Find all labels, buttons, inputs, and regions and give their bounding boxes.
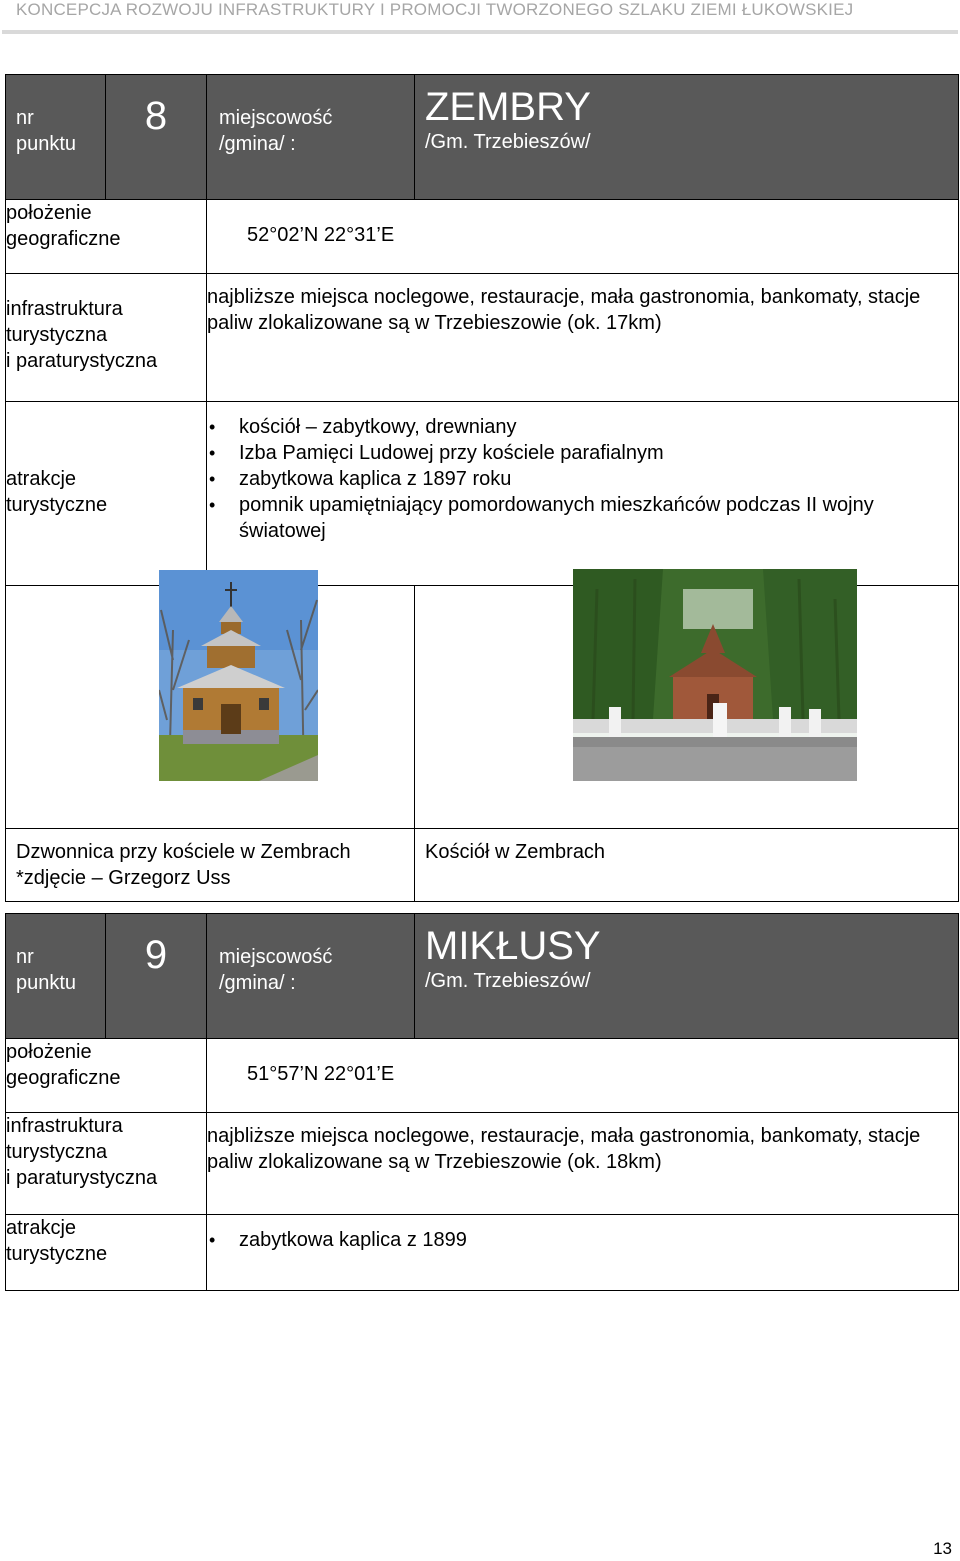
- infrastructure-row: [6, 1113, 959, 1215]
- label-line: geograficzne: [6, 228, 121, 250]
- entry-header: [6, 914, 959, 1039]
- document-title: KONCEPCJA ROZWOJU INFRASTRUKTURY I PROMOCJI TWORZONEGO SZLAKU ZIEMI ŁUKOWSKIEJ: [16, 0, 854, 19]
- attractions-row: [6, 402, 959, 586]
- label-line: /gmina/ :: [219, 133, 296, 155]
- infrastructure-label: [6, 274, 207, 402]
- header-rule: [2, 30, 958, 34]
- attractions-list: [207, 1215, 959, 1291]
- attractions-row: [6, 1215, 959, 1291]
- label-line: i paraturystyczna: [6, 1167, 158, 1189]
- caption-church: [415, 829, 959, 902]
- label-line: położenie: [6, 202, 92, 224]
- label-line: /gmina/ :: [219, 972, 296, 994]
- wooden-church-photo: [573, 569, 857, 781]
- entry-header: [6, 75, 959, 200]
- label-line: infrastruktura: [6, 298, 123, 320]
- gmina-name: /Gm. Trzebieszów/: [425, 970, 591, 992]
- label-line: położenie: [6, 1041, 92, 1063]
- label-line: geograficzne: [6, 1067, 121, 1089]
- infrastructure-text: najbliższe miejsca noclegowe, restauracje, mała gastronomia, bankomaty, stacje paliw zlokalizowane są w Trzebieszowie (ok. 17km): [207, 274, 959, 402]
- place-name: ZEMBRY: [425, 85, 591, 129]
- attractions-label: [6, 1215, 207, 1291]
- place-name: MIKŁUSY: [425, 924, 601, 968]
- point-number: 8: [106, 75, 207, 200]
- infrastructure-row: [6, 274, 959, 402]
- point-number: 9: [106, 914, 207, 1039]
- label-line: punktu: [16, 972, 77, 994]
- label-line: infrastruktura: [6, 1115, 123, 1137]
- label-line: turystyczna: [6, 1141, 108, 1163]
- caption-line: Dzwonnica przy kościele w Zembrach: [16, 841, 351, 863]
- infrastructure-label: [6, 1113, 207, 1215]
- caption-belfry: [6, 829, 415, 902]
- attraction-item: • Izba Pamięci Ludowej przy kościele parafialnym: [229, 440, 958, 466]
- location-label: [6, 200, 207, 274]
- page-header: [0, 0, 960, 34]
- label-line: miejscowość: [219, 946, 333, 968]
- label-line: atrakcje: [6, 468, 77, 490]
- wooden-belfry-photo: [159, 570, 318, 781]
- label-line: turystyczne: [6, 494, 108, 516]
- miejscowosc-label: [207, 914, 415, 1039]
- attractions-label: [6, 402, 207, 586]
- gmina-name: /Gm. Trzebieszów/: [425, 131, 591, 153]
- label-line: i paraturystyczna: [6, 350, 158, 372]
- label-line: atrakcje: [6, 1217, 77, 1239]
- label-line: nr: [16, 946, 34, 968]
- captions-row: [6, 829, 959, 902]
- attraction-item: • zabytkowa kaplica z 1899: [229, 1227, 958, 1253]
- miejscowosc-label: [207, 75, 415, 200]
- entry-table-9: [5, 913, 959, 1291]
- coordinates: 51°57’N 22°01’E: [207, 1039, 959, 1113]
- coordinates: 52°02’N 22°31’E: [207, 200, 959, 274]
- attraction-item: • zabytkowa kaplica z 1897 roku: [229, 466, 958, 492]
- infrastructure-text: najbliższe miejsca noclegowe, restauracje, mała gastronomia, bankomaty, stacje paliw zlokalizowane są w Trzebieszowie (ok. 18km): [207, 1113, 959, 1215]
- photo-credit: *zdjęcie – Grzegorz Uss: [16, 867, 231, 889]
- location-row: [6, 1039, 959, 1113]
- location-label: [6, 1039, 207, 1113]
- nr-punktu-label: [6, 914, 106, 1039]
- attraction-item: • pomnik upamiętniający pomordowanych mieszkańców podczas II wojny światowej: [229, 492, 958, 544]
- caption-line: Kościół w Zembrach: [425, 841, 606, 863]
- page-number: 13: [933, 1539, 952, 1558]
- attractions-list: [207, 402, 959, 586]
- label-line: turystyczna: [6, 324, 108, 346]
- nr-punktu-label: [6, 75, 106, 200]
- label-line: nr: [16, 107, 34, 129]
- label-line: punktu: [16, 133, 77, 155]
- attraction-item: • kościół – zabytkowy, drewniany: [229, 414, 958, 440]
- label-line: turystyczne: [6, 1243, 108, 1265]
- place-cell: [415, 75, 959, 200]
- location-row: [6, 200, 959, 274]
- place-cell: [415, 914, 959, 1039]
- label-line: miejscowość: [219, 107, 333, 129]
